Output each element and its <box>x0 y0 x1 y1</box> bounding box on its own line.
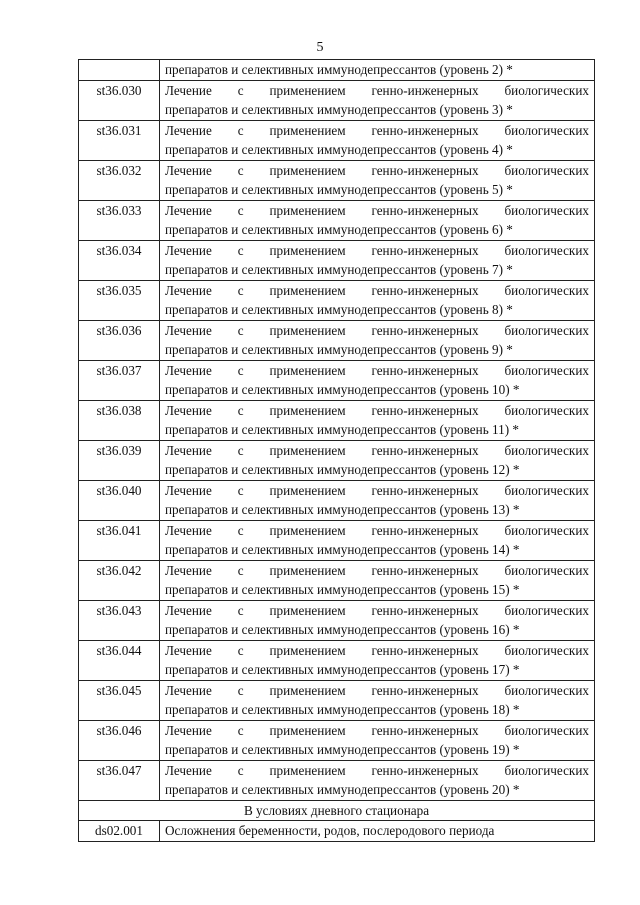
code-cell: st36.037 <box>79 360 160 400</box>
description-cell <box>160 400 595 440</box>
description-line-2: препаратов и селективных иммунодепрессантов (уровень 7) * <box>165 262 513 277</box>
code-cell: st36.036 <box>79 320 160 360</box>
description-line-2: препаратов и селективных иммунодепрессантов (уровень 10) * <box>165 382 520 397</box>
description-line-2: препаратов и селективных иммунодепрессантов (уровень 12) * <box>165 462 520 477</box>
table-row <box>79 240 595 280</box>
description-line-2: препаратов и селективных иммунодепрессантов (уровень 6) * <box>165 222 513 237</box>
code-cell: st36.043 <box>79 600 160 640</box>
description-cell <box>160 80 595 120</box>
table-row <box>79 520 595 560</box>
code-cell: st36.042 <box>79 560 160 600</box>
table-row <box>79 640 595 680</box>
description-cell <box>160 160 595 200</box>
description-line-2: препаратов и селективных иммунодепрессантов (уровень 9) * <box>165 342 513 357</box>
section-heading: В условиях дневного стационара <box>79 800 595 821</box>
section-heading-row <box>79 800 595 821</box>
description-line-1: Лечение с применением генно-инженерных биологических <box>165 762 589 778</box>
description-line-2: препаратов и селективных иммунодепрессантов (уровень 4) * <box>165 142 513 157</box>
description-line-1: Лечение с применением генно-инженерных биологических <box>165 722 589 738</box>
code-cell: st36.034 <box>79 240 160 280</box>
description-line-1: Лечение с применением генно-инженерных биологических <box>165 162 589 178</box>
description-line-2: препаратов и селективных иммунодепрессантов (уровень 18) * <box>165 702 520 717</box>
description-cell <box>160 520 595 560</box>
description-line-2: препаратов и селективных иммунодепрессантов (уровень 20) * <box>165 782 520 797</box>
code-cell: st36.041 <box>79 520 160 560</box>
codes-table-body <box>79 60 595 842</box>
table-row <box>79 821 595 842</box>
code-cell: st36.038 <box>79 400 160 440</box>
page-number: 5 <box>316 40 324 55</box>
table-row <box>79 560 595 600</box>
table-row <box>79 120 595 160</box>
code-cell: st36.046 <box>79 720 160 760</box>
description-cell <box>160 760 595 800</box>
description-cell <box>160 600 595 640</box>
description-cell <box>160 240 595 280</box>
description-line-2: препаратов и селективных иммунодепрессантов (уровень 11) * <box>165 422 519 437</box>
description-cell <box>160 560 595 600</box>
code-cell: st36.039 <box>79 440 160 480</box>
code-cell: st36.047 <box>79 760 160 800</box>
description-line-1: Лечение с применением генно-инженерных биологических <box>165 642 589 658</box>
table-row <box>79 600 595 640</box>
description-cell <box>160 200 595 240</box>
table-row <box>79 440 595 480</box>
description-cell <box>160 640 595 680</box>
description-line-1: Лечение с применением генно-инженерных биологических <box>165 522 589 538</box>
description-cell <box>160 320 595 360</box>
description-cell <box>160 440 595 480</box>
table-row <box>79 80 595 120</box>
description-line-1: Лечение с применением генно-инженерных биологических <box>165 402 589 418</box>
table-row <box>79 400 595 440</box>
description-line-1: Лечение с применением генно-инженерных биологических <box>165 322 589 338</box>
description-line-1: Лечение с применением генно-инженерных биологических <box>165 682 589 698</box>
code-cell: st36.033 <box>79 200 160 240</box>
table-row <box>79 360 595 400</box>
table-row <box>79 320 595 360</box>
description-line-2: препаратов и селективных иммунодепрессантов (уровень 5) * <box>165 182 513 197</box>
description-line-2: препаратов и селективных иммунодепрессантов (уровень 15) * <box>165 582 520 597</box>
description-line-2: препаратов и селективных иммунодепрессантов (уровень 3) * <box>165 102 513 117</box>
description-line-2: препаратов и селективных иммунодепрессантов (уровень 14) * <box>165 542 520 557</box>
description-line-1: Лечение с применением генно-инженерных биологических <box>165 442 589 458</box>
description-line-1: Лечение с применением генно-инженерных биологических <box>165 602 589 618</box>
description-cell <box>160 120 595 160</box>
codes-table <box>78 59 595 842</box>
description-cell: препаратов и селективных иммунодепрессантов (уровень 2) * <box>160 60 595 81</box>
description-line-2: препаратов и селективных иммунодепрессантов (уровень 8) * <box>165 302 513 317</box>
code-cell: st36.044 <box>79 640 160 680</box>
description-line-2: препаратов и селективных иммунодепрессантов (уровень 13) * <box>165 502 520 517</box>
table-row-continuation <box>79 60 595 81</box>
description-line-1: Лечение с применением генно-инженерных биологических <box>165 242 589 258</box>
code-cell: ds02.001 <box>79 821 160 842</box>
description-cell: Осложнения беременности, родов, послеродового периода <box>160 821 595 842</box>
description-line-1: Лечение с применением генно-инженерных биологических <box>165 82 589 98</box>
description-line-1: Лечение с применением генно-инженерных биологических <box>165 362 589 378</box>
description-line-2: препаратов и селективных иммунодепрессантов (уровень 16) * <box>165 622 520 637</box>
table-row <box>79 720 595 760</box>
description-cell <box>160 680 595 720</box>
description-cell <box>160 360 595 400</box>
description-line-1: Лечение с применением генно-инженерных биологических <box>165 122 589 138</box>
description-line-1: Лечение с применением генно-инженерных биологических <box>165 482 589 498</box>
code-cell: st36.032 <box>79 160 160 200</box>
description-line-2: препаратов и селективных иммунодепрессантов (уровень 19) * <box>165 742 520 757</box>
table-row <box>79 760 595 800</box>
description-line-1: Лечение с применением генно-инженерных биологических <box>165 202 589 218</box>
table-row <box>79 480 595 520</box>
table-row <box>79 160 595 200</box>
description-line-1: Лечение с применением генно-инженерных биологических <box>165 282 589 298</box>
description-cell <box>160 480 595 520</box>
code-cell <box>79 60 160 81</box>
table-row <box>79 200 595 240</box>
code-cell: st36.045 <box>79 680 160 720</box>
code-cell: st36.031 <box>79 120 160 160</box>
table-row <box>79 680 595 720</box>
code-cell: st36.040 <box>79 480 160 520</box>
description-cell <box>160 280 595 320</box>
description-line-1: Лечение с применением генно-инженерных биологических <box>165 562 589 578</box>
description-line-2: препаратов и селективных иммунодепрессантов (уровень 17) * <box>165 662 520 677</box>
code-cell: st36.030 <box>79 80 160 120</box>
table-row <box>79 280 595 320</box>
description-cell <box>160 720 595 760</box>
code-cell: st36.035 <box>79 280 160 320</box>
